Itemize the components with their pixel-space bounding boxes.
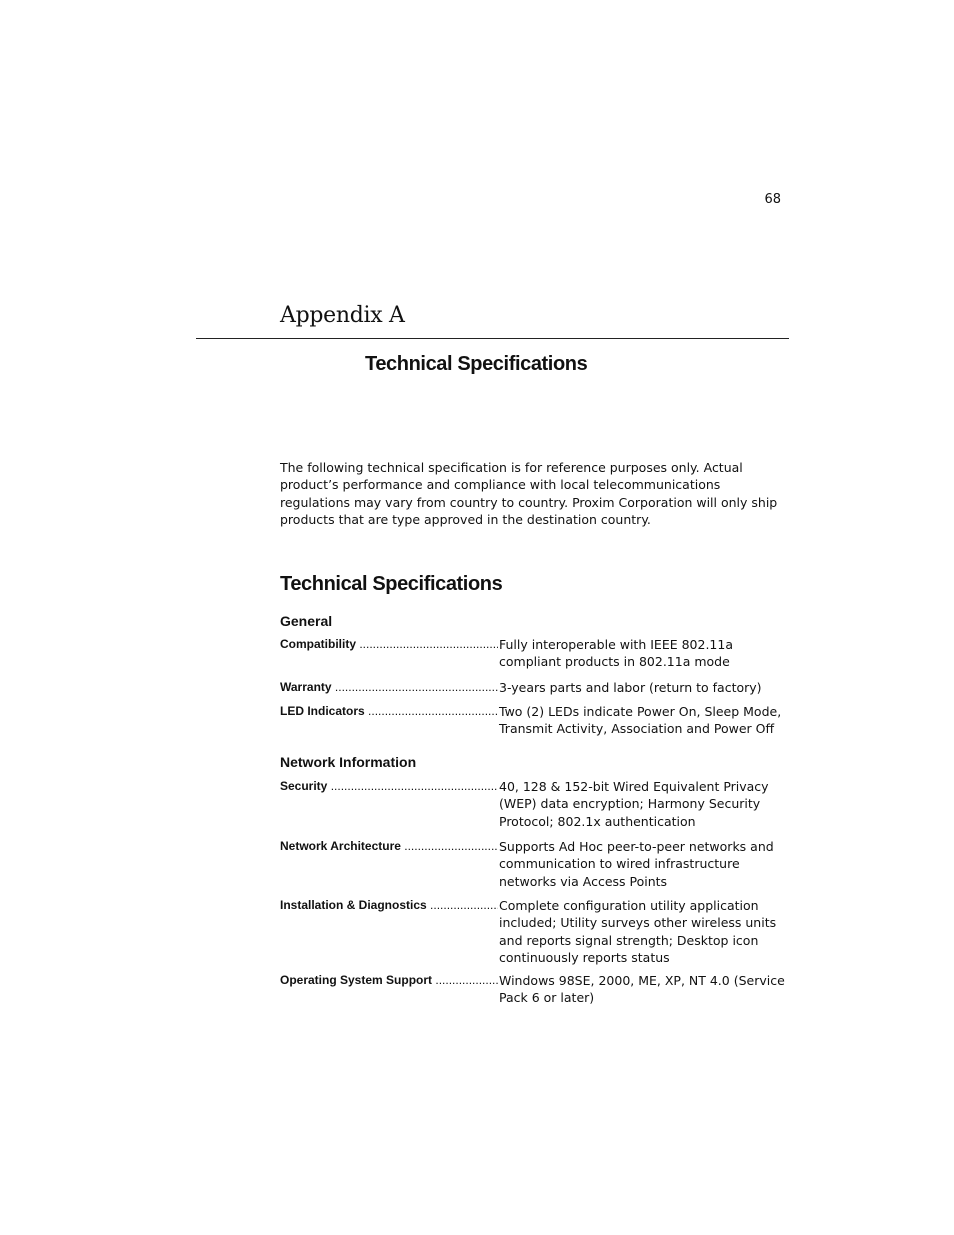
spec-value: 3-years parts and labor (return to factory) (499, 680, 762, 695)
spec-label: LED Indicators ..... (280, 703, 498, 720)
intro-paragraph: The following technical specification is for reference purposes only. Actual product’s performance and compliance with local telecommunications regulations may vary from country to country. Proxim Corporation will only ship products that are type approved in the destination country. (280, 460, 778, 527)
general-heading: General (280, 613, 333, 629)
spec-label: Operating System Support ..... (280, 972, 498, 989)
appendix-title: Appendix A (280, 303, 405, 328)
spec-value: Windows 98SE, 2000, ME, XP, NT 4.0 (Service Pack 6 or later) (499, 973, 785, 1006)
title-divider (196, 338, 789, 339)
spec-value: 40, 128 & 152-bit Wired Equivalent Privacy (WEP) data encryption; Harmony Security Protocol; 802.1x authentication (499, 779, 769, 829)
spec-value: Fully interoperable with IEEE 802.11a compliant products in 802.11a mode (499, 637, 733, 670)
network-heading: Network Information (280, 754, 417, 770)
spec-value: Supports Ad Hoc peer-to-peer networks and communication to wired infrastructure networks via Access Points (499, 839, 774, 889)
spec-label: Installation & Diagnostics ..... (280, 897, 498, 914)
spec-value: Two (2) LEDs indicate Power On, Sleep Mode, Transmit Activity, Association and Power Off (499, 704, 782, 737)
spec-label: Compatibility ..... (280, 636, 498, 653)
spec-label: Security ..... (280, 778, 498, 795)
page-number: 68 (764, 192, 781, 207)
chapter-title: Technical Specifications (365, 353, 588, 375)
section-title: Technical Specifications (280, 573, 503, 595)
spec-label: Warranty ..... (280, 679, 498, 696)
spec-value: Complete configuration utility application included; Utility surveys other wireless units and reports signal strength; Desktop icon continuously reports status (499, 898, 777, 965)
spec-label: Network Architecture ..... (280, 838, 498, 855)
